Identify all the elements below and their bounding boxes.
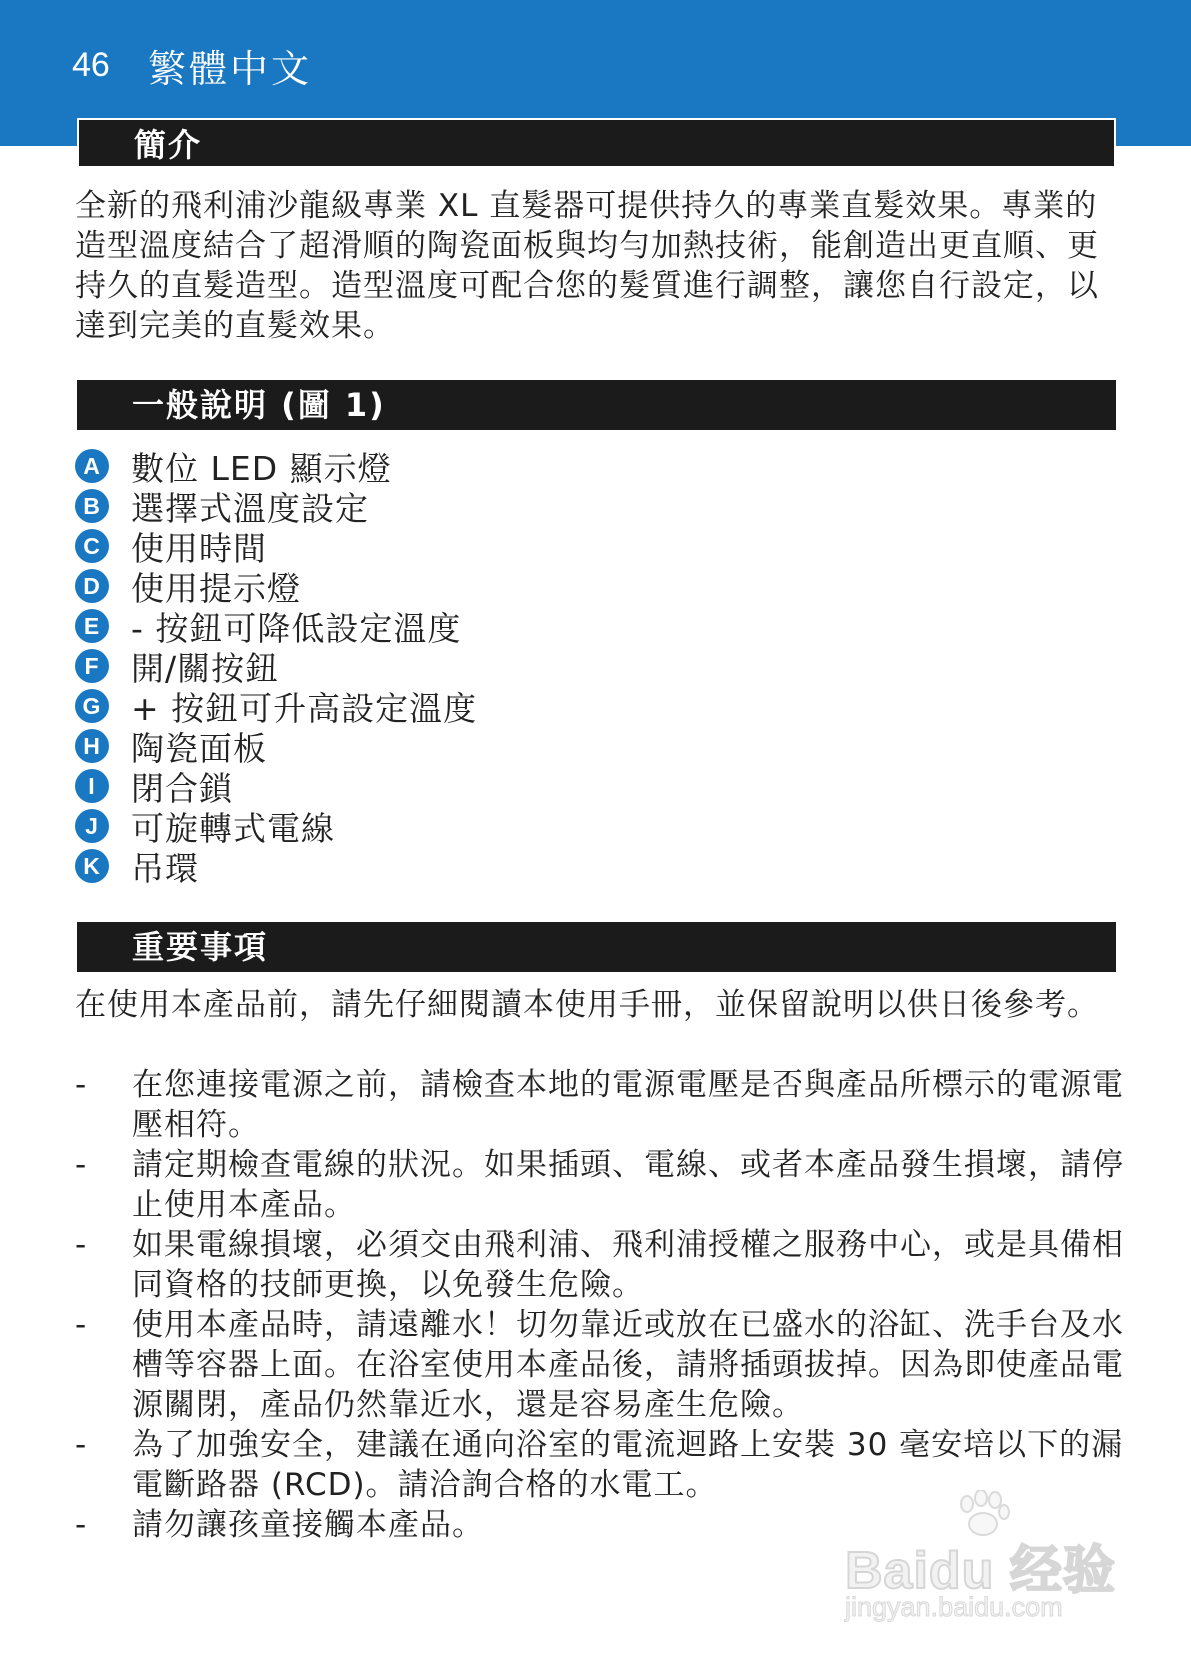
part-item-g bbox=[75, 686, 477, 726]
part-label: 吊環 bbox=[131, 848, 199, 888]
page-number: 46 bbox=[72, 46, 110, 84]
part-label: + 按鈕可升高設定溫度 bbox=[131, 688, 478, 728]
part-label: 陶瓷面板 bbox=[131, 728, 267, 768]
part-letter-badge: K bbox=[75, 849, 109, 883]
safety-bullet bbox=[75, 1305, 1135, 1425]
page-language: 繁體中文 bbox=[148, 47, 313, 91]
bullet-text: 在您連接電源之前，請檢查本地的電源電壓是否與產品所標示的電源電壓相符。 bbox=[132, 1067, 1124, 1143]
part-label: - 按鈕可降低設定溫度 bbox=[131, 608, 462, 648]
part-letter-badge: G bbox=[75, 689, 109, 723]
part-item-k bbox=[75, 846, 477, 886]
part-item-h bbox=[75, 726, 477, 766]
safety-bullet-list bbox=[75, 1065, 1135, 1545]
bullet-dash: - bbox=[75, 1227, 88, 1263]
part-letter-badge: B bbox=[75, 489, 109, 523]
bullet-dash: - bbox=[75, 1507, 88, 1543]
section-heading-general: 一般說明 (圖 1) bbox=[77, 380, 1116, 430]
bullet-text: 使用本產品時，請遠離水！切勿靠近或放在已盛水的浴缸、洗手台及水槽等容器上面。在浴室使用本產品後，請將插頭拔掉。因為即使產品電源關閉，產品仍然靠近水，還是容易產生危險。 bbox=[132, 1307, 1124, 1423]
part-item-i bbox=[75, 766, 477, 806]
safety-bullet bbox=[75, 1145, 1135, 1225]
part-label: 可旋轉式電線 bbox=[131, 808, 335, 848]
watermark-brand: Baidu 经验 bbox=[845, 1542, 1116, 1600]
bullet-dash: - bbox=[75, 1307, 88, 1343]
part-label: 閉合鎖 bbox=[131, 768, 233, 808]
part-item-d bbox=[75, 566, 477, 606]
part-item-c bbox=[75, 526, 477, 566]
part-letter-badge: E bbox=[75, 609, 109, 643]
important-intro: 在使用本產品前，請先仔細閱讀本使用手冊，並保留說明以供日後參考。 bbox=[75, 987, 1099, 1023]
part-letter-badge: C bbox=[75, 529, 109, 563]
part-item-a bbox=[75, 446, 477, 486]
baidu-watermark bbox=[845, 1490, 1125, 1620]
part-label: 使用時間 bbox=[131, 528, 267, 568]
safety-bullet bbox=[75, 1225, 1135, 1305]
part-letter-badge: J bbox=[75, 809, 109, 843]
part-item-f bbox=[75, 646, 477, 686]
bullet-text: 請勿讓孩童接觸本產品。 bbox=[132, 1507, 484, 1543]
part-letter-badge: A bbox=[75, 449, 109, 483]
part-label: 選擇式溫度設定 bbox=[131, 488, 369, 528]
safety-bullet bbox=[75, 1065, 1135, 1145]
bullet-dash: - bbox=[75, 1427, 88, 1463]
intro-paragraph: 全新的飛利浦沙龍級專業 XL 直髮器可提供持久的專業直髮效果。專業的造型溫度結合了超滑順的陶瓷面板與均勻加熱技術，能創造出更直順、更持久的直髮造型。造型溫度可配合您的髮質進行調整，讓您自行設定，以達到完美的直髮效果。 bbox=[75, 188, 1099, 344]
part-label: 開/關按鈕 bbox=[131, 648, 280, 688]
part-letter-badge: I bbox=[75, 769, 109, 803]
watermark-url: jingyan.baidu.com bbox=[845, 1592, 1063, 1622]
section-heading-important: 重要事項 bbox=[77, 922, 1116, 972]
part-item-j bbox=[75, 806, 477, 846]
bullet-text: 如果電線損壞，必須交由飛利浦、飛利浦授權之服務中心，或是具備相同資格的技師更換，以免發生危險。 bbox=[132, 1227, 1124, 1303]
bullet-text: 請定期檢查電線的狀況。如果插頭、電線、或者本產品發生損壞，請停止使用本產品。 bbox=[132, 1147, 1124, 1223]
part-label: 使用提示燈 bbox=[131, 568, 301, 608]
parts-list bbox=[75, 446, 477, 886]
part-letter-badge: D bbox=[75, 569, 109, 603]
bullet-dash: - bbox=[75, 1067, 88, 1103]
part-item-e bbox=[75, 606, 477, 646]
part-label: 數位 LED 顯示燈 bbox=[131, 448, 392, 488]
part-item-b bbox=[75, 486, 477, 526]
part-letter-badge: F bbox=[75, 649, 109, 683]
bullet-text: 為了加強安全，建議在通向浴室的電流迴路上安裝 30 毫安培以下的漏電斷路器 (RCD)。請洽詢合格的水電工。 bbox=[132, 1427, 1124, 1503]
section-heading-intro: 簡介 bbox=[77, 118, 1116, 168]
bullet-dash: - bbox=[75, 1147, 88, 1183]
part-letter-badge: H bbox=[75, 729, 109, 763]
